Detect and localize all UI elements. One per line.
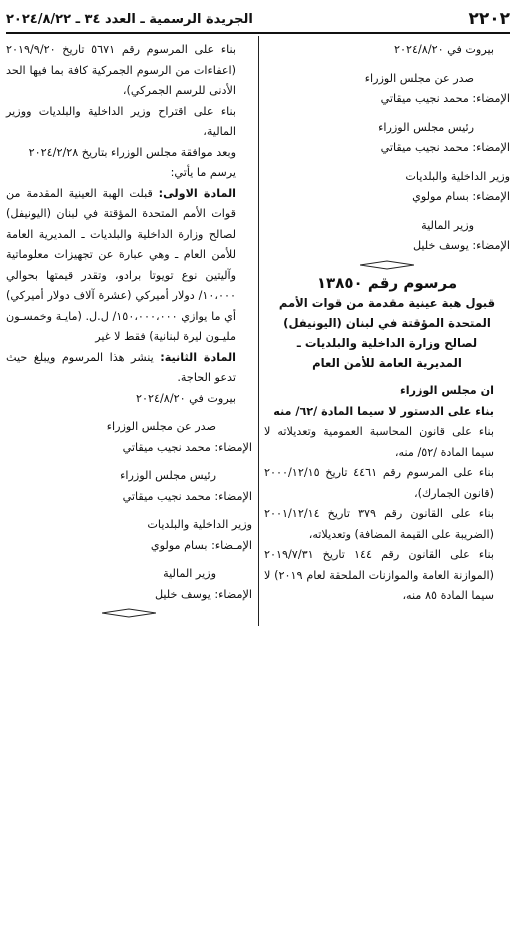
section-separator	[264, 257, 510, 273]
section-separator	[6, 605, 252, 621]
issued-by: صدر عن مجلس الوزراء	[364, 71, 474, 85]
signature-line: الإمضاء: يوسف خليل	[154, 587, 252, 601]
decree-subject-line: المديرية العامة للأمن العام	[312, 356, 462, 370]
signature-line: الإمـضاء: بسام مولوي	[150, 538, 252, 552]
pm-title: رئيس مجلس الوزراء	[378, 120, 474, 134]
signature-line: الإمضاء: محمد نجيب ميقاتي	[122, 440, 252, 454]
article-1	[6, 184, 252, 348]
date-line: بيروت في ٢٠٢٤/٨/٢٠	[394, 43, 494, 56]
decree-subject-line: لصالح وزارة الداخلية والبلديات ـ	[296, 336, 478, 350]
finance-minister-title: وزير المالية	[421, 218, 474, 232]
approval-line: وبعد موافقة مجلس الوزراء بتاريخ ٢٠٢٤/٢/٢٨	[28, 145, 236, 159]
legal-basis: بناء على القانون رقم ٣٧٩ تاريخ ٢٠٠١/١٢/١٤ (الضريبة على القيمة المضافة) وتعديلاته،	[264, 507, 494, 541]
legal-basis: بناء على اقتراح وزير الداخلية والبلديات ووزير المالية،	[6, 104, 236, 138]
page-header	[6, 6, 510, 34]
left-column	[6, 40, 252, 621]
finance-minister-title: وزير المالية	[163, 567, 216, 580]
decree-subject-line: المتحدة المؤقتة في لبنان (اليونيفل)	[283, 316, 491, 330]
signature-line: الإمضاء: محمد نجيب ميقاتي	[122, 489, 252, 503]
legal-basis: بناء على قانون المحاسبة العمومية وتعديلاته لا سيما المادة /٥٢/ منه،	[264, 425, 494, 459]
decree-subject-line: قبول هبة عينية مقدمة من قوات الأمم	[278, 296, 496, 310]
article-text: ينشر هذا المرسوم ويبلغ حيث تدعو الحاجة.	[6, 350, 236, 384]
decrees-line: يرسم ما يأتي:	[170, 166, 236, 179]
article-label: المادة الاولى:	[158, 186, 236, 200]
legal-basis: بناء على المرسوم رقم ٤٤٦١ تاريخ ٢٠٠٠/١٢/١٥ (قانون الجمارك)،	[264, 466, 494, 500]
signature-line: الإمضاء: محمد نجيب ميقاتي	[380, 92, 510, 105]
article-label: المادة الثانية:	[160, 350, 236, 364]
legal-basis: بناء على المرسوم رقم ٥٦٧١ تاريخ ٢٠١٩/٩/٢٠ (اعفاءات من الرسوم الجمركية كافة بما فيها الحد الأدنى للرسم الجمركي)،	[6, 43, 237, 97]
article-2	[6, 348, 252, 389]
legal-basis: بناء على القانون رقم ١٤٤ تاريخ ٢٠١٩/٧/٣١ (الموازنة العامة والموازنات الملحقة لعام ٢٠١٩) لا سيما المادة ٨٥ منه،	[264, 548, 494, 602]
right-column	[264, 40, 510, 607]
signature-line: الإمضاء: محمد نجيب ميقاتي	[380, 141, 510, 154]
page-number: ٢٢٠٢	[468, 9, 510, 29]
interior-minister-title: وزير الداخلية والبلديات	[405, 169, 510, 183]
interior-minister-title: وزير الداخلية والبلديات	[147, 518, 252, 531]
pm-title: رئيس مجلس الوزراء	[120, 469, 216, 482]
gazette-title: الجريدة الرسمية ـ العدد ٣٤ ـ ٢٠٢٤/٨/٢٢	[6, 11, 253, 27]
signature-line: الإمضاء: بسام مولوي	[412, 190, 510, 203]
signature-line: الإمضاء: يوسف خليل	[412, 239, 510, 252]
decree-title: مرسوم رقم ١٣٨٥٠	[316, 273, 458, 292]
column-divider	[258, 36, 259, 626]
legal-basis: بناء على الدستور لا سيما المادة /٦٢/ منه	[273, 404, 494, 418]
article-text: قبلت الهبة العينية المقدمة من قوات الأمم المتحدة المؤقتة في لبنان (اليونيفل) لصالح وزارة الداخلية والبلديات ـ المديرية العامة للأمن العام ـ وهي عبارة عن تجهيزات معلوماتية وآليتين نوع تويوتا برادو، وتقدر قيمتها بحوالي ١٠،٠٠٠/ دولار أميركي (عشرة آلاف دولار أميركي) أي ما يوازي ١٥٠،٠٠٠،٠٠٠/ ل.ل. (مايـة وخمسـون مليـون ليرة لبنانية) فقط لا غير	[6, 186, 236, 343]
date-line: بيروت في ٢٠٢٤/٨/٢٠	[136, 391, 236, 405]
council-heading: ان مجلس الوزراء	[399, 384, 494, 397]
issued-by: صدر عن مجلس الوزراء	[106, 420, 216, 433]
